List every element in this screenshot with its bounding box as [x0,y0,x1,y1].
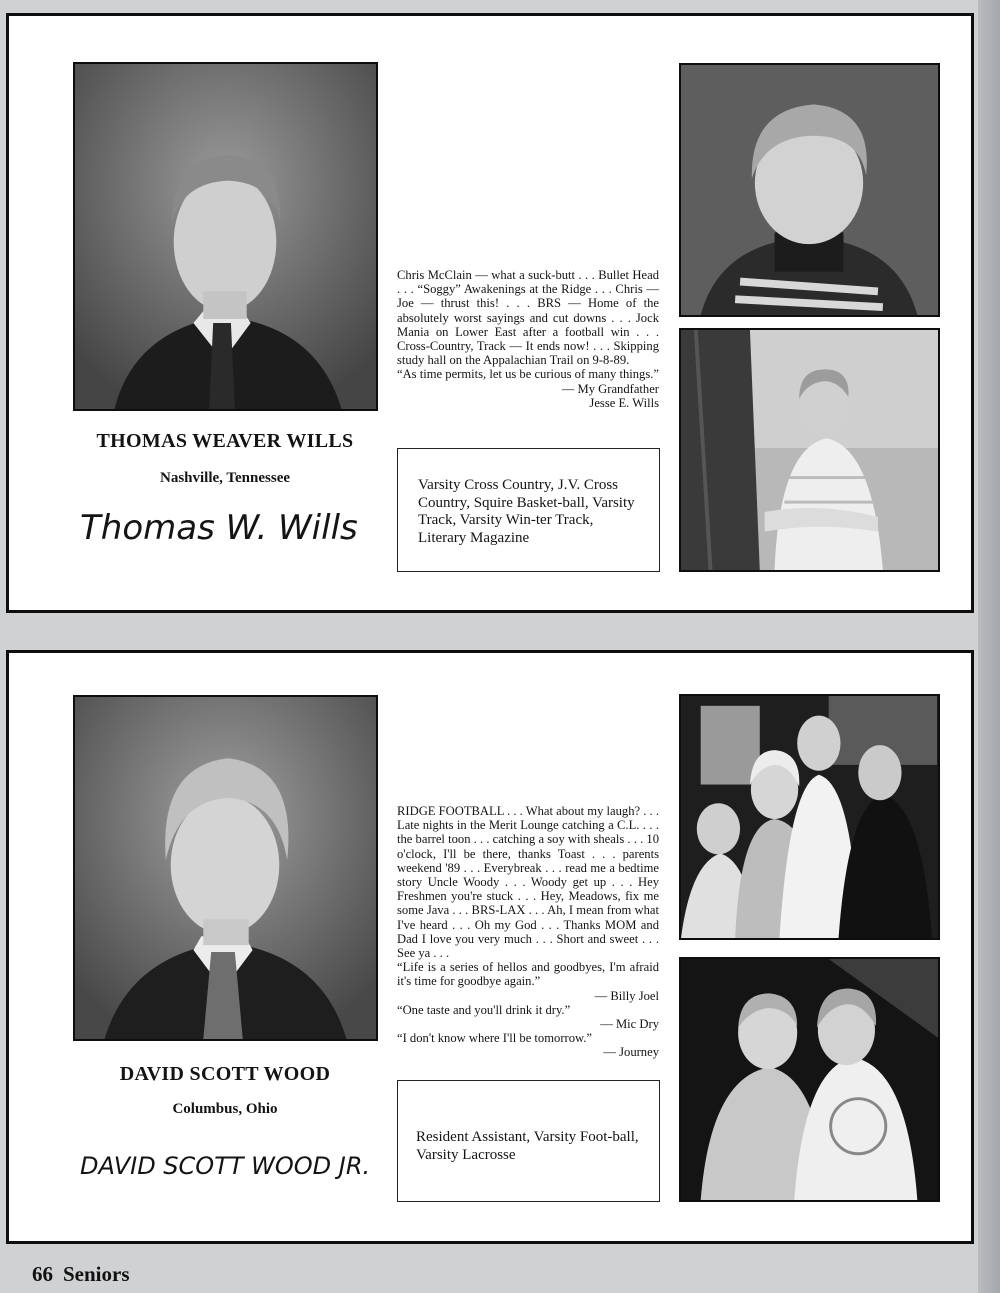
quote-attribution: — Billy Joel [594,988,659,1003]
portrait-photo-wood [73,695,378,1041]
quote-text: “I don't know where I'll be tomorrow.” [397,1031,593,1046]
quote-attribution: — Journey [603,1045,659,1060]
senior-signature: DAVID SCOTT WOOD JR. [80,1152,371,1180]
activities-text: Resident Assistant, Varsity Foot-ball, Varsity Lacrosse [416,1129,639,1163]
activities-box [397,1080,660,1202]
senior-name: DAVID SCOTT WOOD [119,1063,331,1085]
quote-text: “As time permits, let us be curious of many things.” [397,367,659,382]
quote-attribution: — Mic Dry [600,1017,659,1032]
senior-quote-block [397,268,659,410]
activities-box [397,448,660,572]
senior-hometown: Nashville, Tennessee [159,470,291,486]
group-photo-wood [679,694,940,940]
portrait-photo-wills [73,62,378,411]
quote-text: RIDGE FOOTBALL . . . What about my laugh? . . . Late nights in the Merit Lounge catching a C.L. . . . the barrel toon . . . catching a soy with sheals . . . 10 o'clock, I'll be there, thanks Toast . . . parents weekend '89 . . . Everybreak . . . read me a bedtime story Uncle Woody . . . Woody get up . . . Hey Freshmen you're stuck . . . Hey, Meadows, fix me some Java . . . BRS-LAX . . . Ah, I mean from what I've heard . . . Oh my God . . . Thanks MOM and Dad I love you very much . . . Short and sweet . . . See ya . . . [397,804,659,961]
friends-photo-wood [679,957,940,1202]
senior-signature: Thomas W. Wills [80,508,358,548]
senior-name: THOMAS WEAVER WILLS [96,430,354,452]
activities-text: Varsity Cross Country, J.V. Cross Country, Squire Basket-ball, Varsity Track, Varsity Win-ter Track, Literary Magazine [418,477,635,546]
section-title: Seniors [63,1262,130,1286]
quote-text: Chris McClain — what a suck-butt . . . Bullet Head . . . “Soggy” Awakenings at the Ridge . . . Chris — Joe — thrust this! . . . BRS — Home of the absolutely worst sayings and cut downs . . . Jock Mania on Lower East after a football win . . . Cross-Country, Track — It ends now! . . . Skipping study hall on the Appalachian Trail on 9-8-89. [397,268,659,368]
quote-attribution: — My Grandfather [561,381,659,396]
senior-hometown: Columbus, Ohio [172,1101,278,1117]
quote-attribution: Jesse E. Wills [589,395,659,410]
senior-quote-block [397,804,659,1060]
page-edge [978,0,1000,1293]
page-number: 66 [32,1262,53,1286]
page-footer [32,1262,130,1287]
candid-photo-wills [679,328,940,572]
childhood-photo-wills [679,63,940,317]
quote-text: “Life is a series of hellos and goodbyes, I'm afraid it's time for goodbye again.” [397,960,659,989]
quote-text: “One taste and you'll drink it dry.” [397,1002,571,1017]
